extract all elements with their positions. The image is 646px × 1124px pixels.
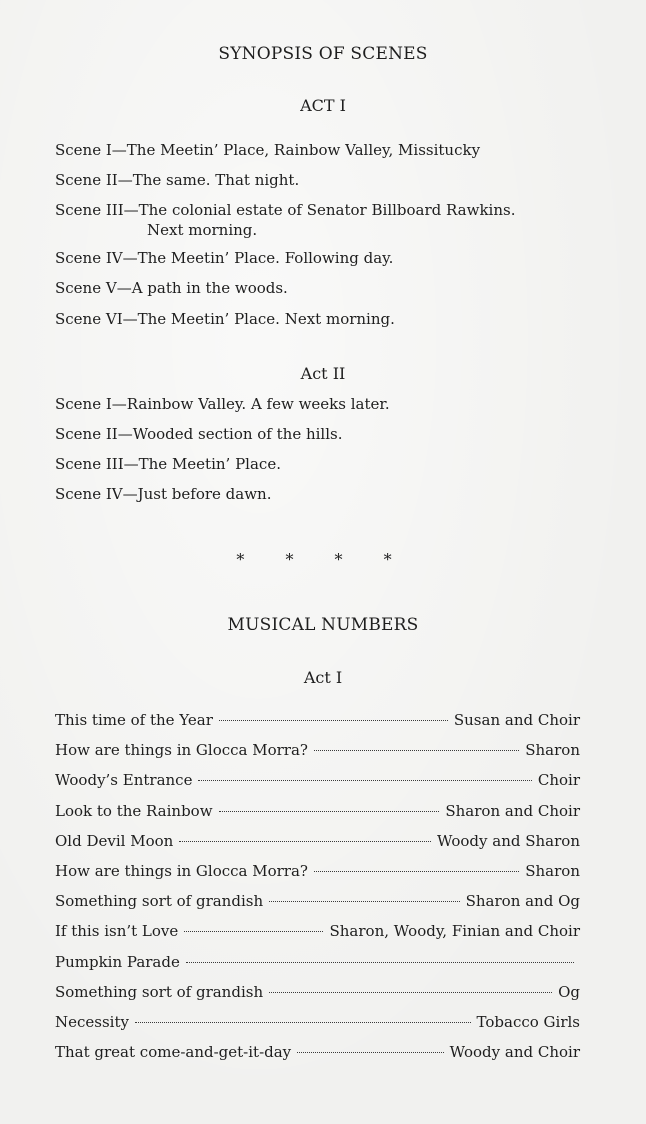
performer: Sharon bbox=[525, 741, 580, 760]
section-separator: * * * * bbox=[236, 550, 410, 569]
scene-line-continuation: Next morning. bbox=[147, 221, 258, 239]
scene-line: Scene VI—The Meetin’ Place. Next morning. bbox=[55, 310, 395, 328]
scene-line: Scene II—The same. That night. bbox=[55, 171, 300, 189]
song-title: If this isn’t Love bbox=[55, 922, 179, 941]
performer: Susan and Choir bbox=[453, 711, 580, 729]
scene-line: Scene II—Wooded section of the hills. bbox=[55, 425, 343, 443]
musical-number-row bbox=[55, 740, 580, 760]
performer: Woody and Choir bbox=[449, 1043, 580, 1062]
musical-number-row bbox=[55, 770, 580, 790]
dot-leader bbox=[179, 841, 431, 842]
musical-number-row bbox=[55, 710, 580, 730]
song-title: How are things in Glocca Morra? bbox=[55, 862, 308, 880]
musical-number-row bbox=[55, 921, 580, 941]
performer: Tobacco Girls bbox=[476, 1013, 580, 1031]
dot-leader bbox=[269, 992, 552, 993]
scene-line: Scene IV—The Meetin’ Place. Following day. bbox=[55, 249, 394, 267]
song-title: Old Devil Moon bbox=[55, 831, 174, 850]
synopsis-act1-label: ACT I bbox=[300, 96, 346, 115]
scene-line-text: Scene III—The colonial estate of Senator Billboard Rawkins. bbox=[55, 201, 516, 219]
musical-number-row bbox=[55, 891, 580, 911]
musical-number-row bbox=[55, 861, 580, 881]
dot-leader bbox=[184, 931, 323, 932]
musical-title: MUSICAL NUMBERS bbox=[227, 615, 419, 635]
musical-number-row bbox=[55, 952, 580, 972]
dot-leader bbox=[198, 780, 531, 781]
dot-leader bbox=[135, 1022, 471, 1023]
dot-leader bbox=[219, 811, 440, 812]
musical-act1-label: Act I bbox=[303, 668, 343, 687]
song-title: That great come-and-get-it-day bbox=[55, 1043, 292, 1062]
performer: Woody and Sharon bbox=[436, 831, 580, 850]
musical-number-row bbox=[55, 801, 580, 821]
performer: Sharon and Choir bbox=[445, 801, 580, 820]
song-title: This time of the Year bbox=[55, 711, 213, 729]
scene-line: Scene I—The Meetin’ Place, Rainbow Valley, Missitucky bbox=[55, 141, 481, 159]
performer: Sharon bbox=[525, 862, 580, 880]
scene-line: Scene I—Rainbow Valley. A few weeks later. bbox=[55, 395, 390, 413]
scene-line: Scene III—The Meetin’ Place. bbox=[55, 455, 281, 473]
song-title: Something sort of grandish bbox=[55, 892, 264, 911]
dot-leader bbox=[186, 962, 574, 963]
musical-number-row bbox=[55, 1012, 580, 1032]
dot-leader bbox=[314, 750, 519, 751]
dot-leader bbox=[297, 1052, 443, 1053]
song-title: Necessity bbox=[55, 1013, 129, 1031]
song-title: Look to the Rainbow bbox=[55, 801, 213, 820]
performer: Choir bbox=[537, 771, 580, 790]
synopsis-title: SYNOPSIS OF SCENES bbox=[218, 44, 428, 64]
song-title: Something sort of grandish bbox=[55, 982, 264, 1001]
scene-line bbox=[55, 200, 615, 240]
scene-line: Scene IV—Just before dawn. bbox=[55, 485, 272, 503]
song-title: How are things in Glocca Morra? bbox=[55, 741, 308, 760]
dot-leader bbox=[269, 901, 460, 902]
song-title: Pumpkin Parade bbox=[55, 952, 180, 971]
scene-line: Scene V—A path in the woods. bbox=[55, 279, 288, 297]
musical-number-row bbox=[55, 982, 580, 1002]
musical-number-row bbox=[55, 1042, 580, 1062]
performer: Sharon and Og bbox=[465, 892, 580, 911]
performer: Og bbox=[558, 982, 580, 1001]
song-title: Woody’s Entrance bbox=[55, 771, 193, 790]
performer: Sharon, Woody, Finian and Choir bbox=[329, 922, 580, 941]
dot-leader bbox=[219, 720, 448, 721]
musical-number-row bbox=[55, 831, 580, 851]
dot-leader bbox=[314, 871, 519, 872]
synopsis-act2-label: Act II bbox=[300, 364, 346, 383]
